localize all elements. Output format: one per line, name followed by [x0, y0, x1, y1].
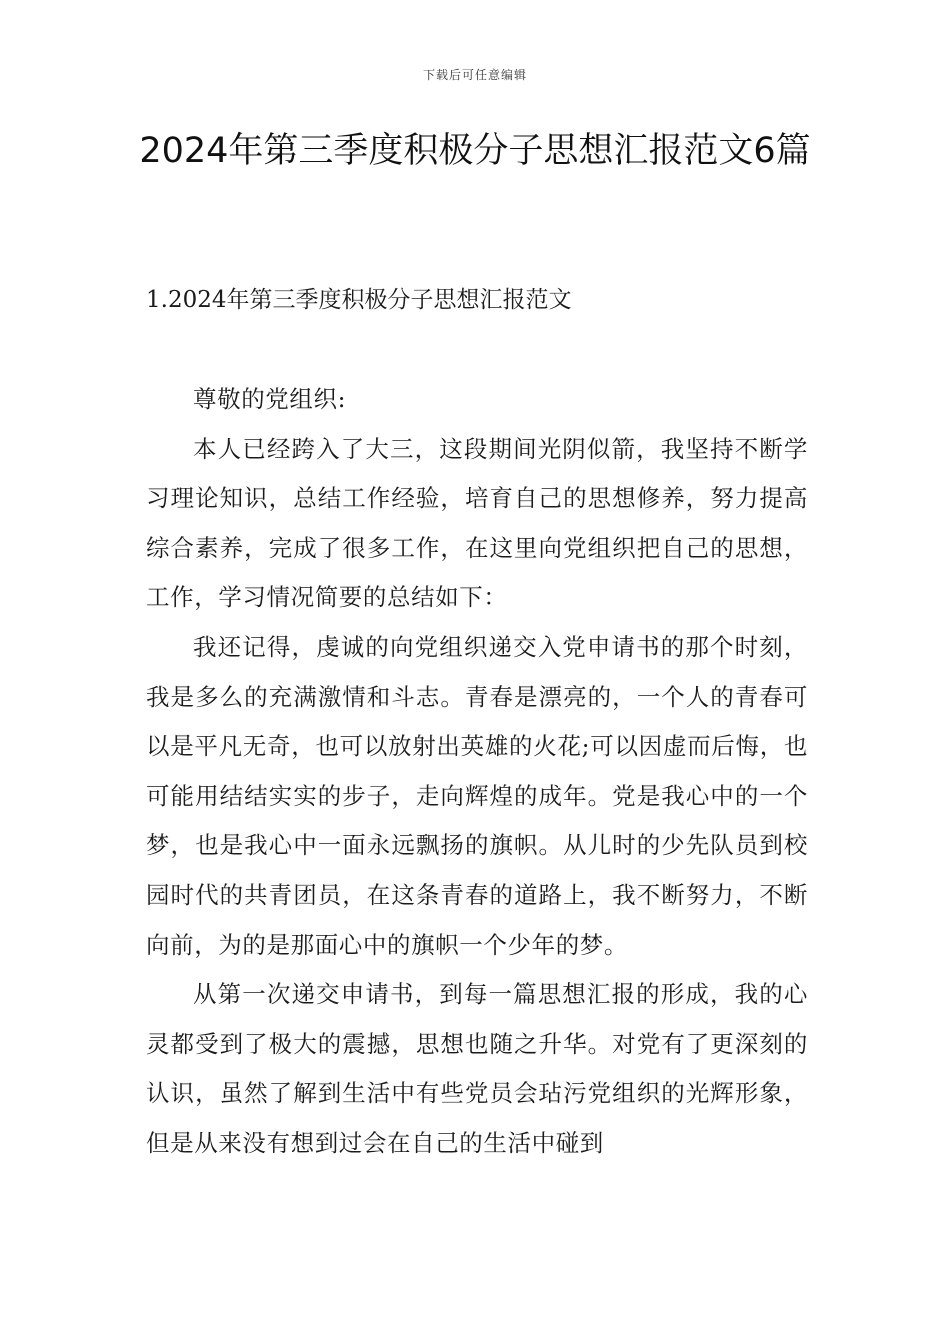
paragraph-1: 本人已经跨入了大三，这段期间光阴似箭，我坚持不断学习理论知识，总结工作经验，培育自己的思想修养，努力提高综合素养，完成了很多工作，在这里向党组织把自己的思想，工作，学习情况简要的总结如下： — [146, 434, 808, 612]
salutation: 尊敬的党组织: — [193, 385, 347, 413]
document-title: 2024年第三季度积极分子思想汇报范文6篇 — [139, 131, 811, 171]
header-note: 下载后可任意编辑 — [422, 68, 527, 82]
paragraph-3: 从第一次递交申请书，到每一篇思想汇报的形成，我的心灵都受到了极大的震撼，思想也随之升华。对党有了更深刻的认识，虽然了解到生活中有些党员会玷污党组织的光辉形象，但是从来没有想到过会在自己的生活中碰到 — [146, 980, 808, 1157]
document-body — [146, 375, 808, 1169]
section-heading: 1.2024年第三季度积极分子思想汇报范文 — [146, 287, 572, 313]
paragraph-2: 我还记得，虔诚的向党组织递交入党申请书的那个时刻，我是多么的充满激情和斗志。青春是漂亮的，一个人的青春可以是平凡无奇，也可以放射出英雄的火花;可以因虚而后悔，也可能用结结实实的步子，走向辉煌的成年。党是我心中的一个梦，也是我心中一面永远飘扬的旗帜。从儿时的少先队员到校园时代的共青团员，在这条青春的道路上，我不断努力，不断向前，为的是那面心中的旗帜一个少年的梦。 — [146, 632, 808, 959]
